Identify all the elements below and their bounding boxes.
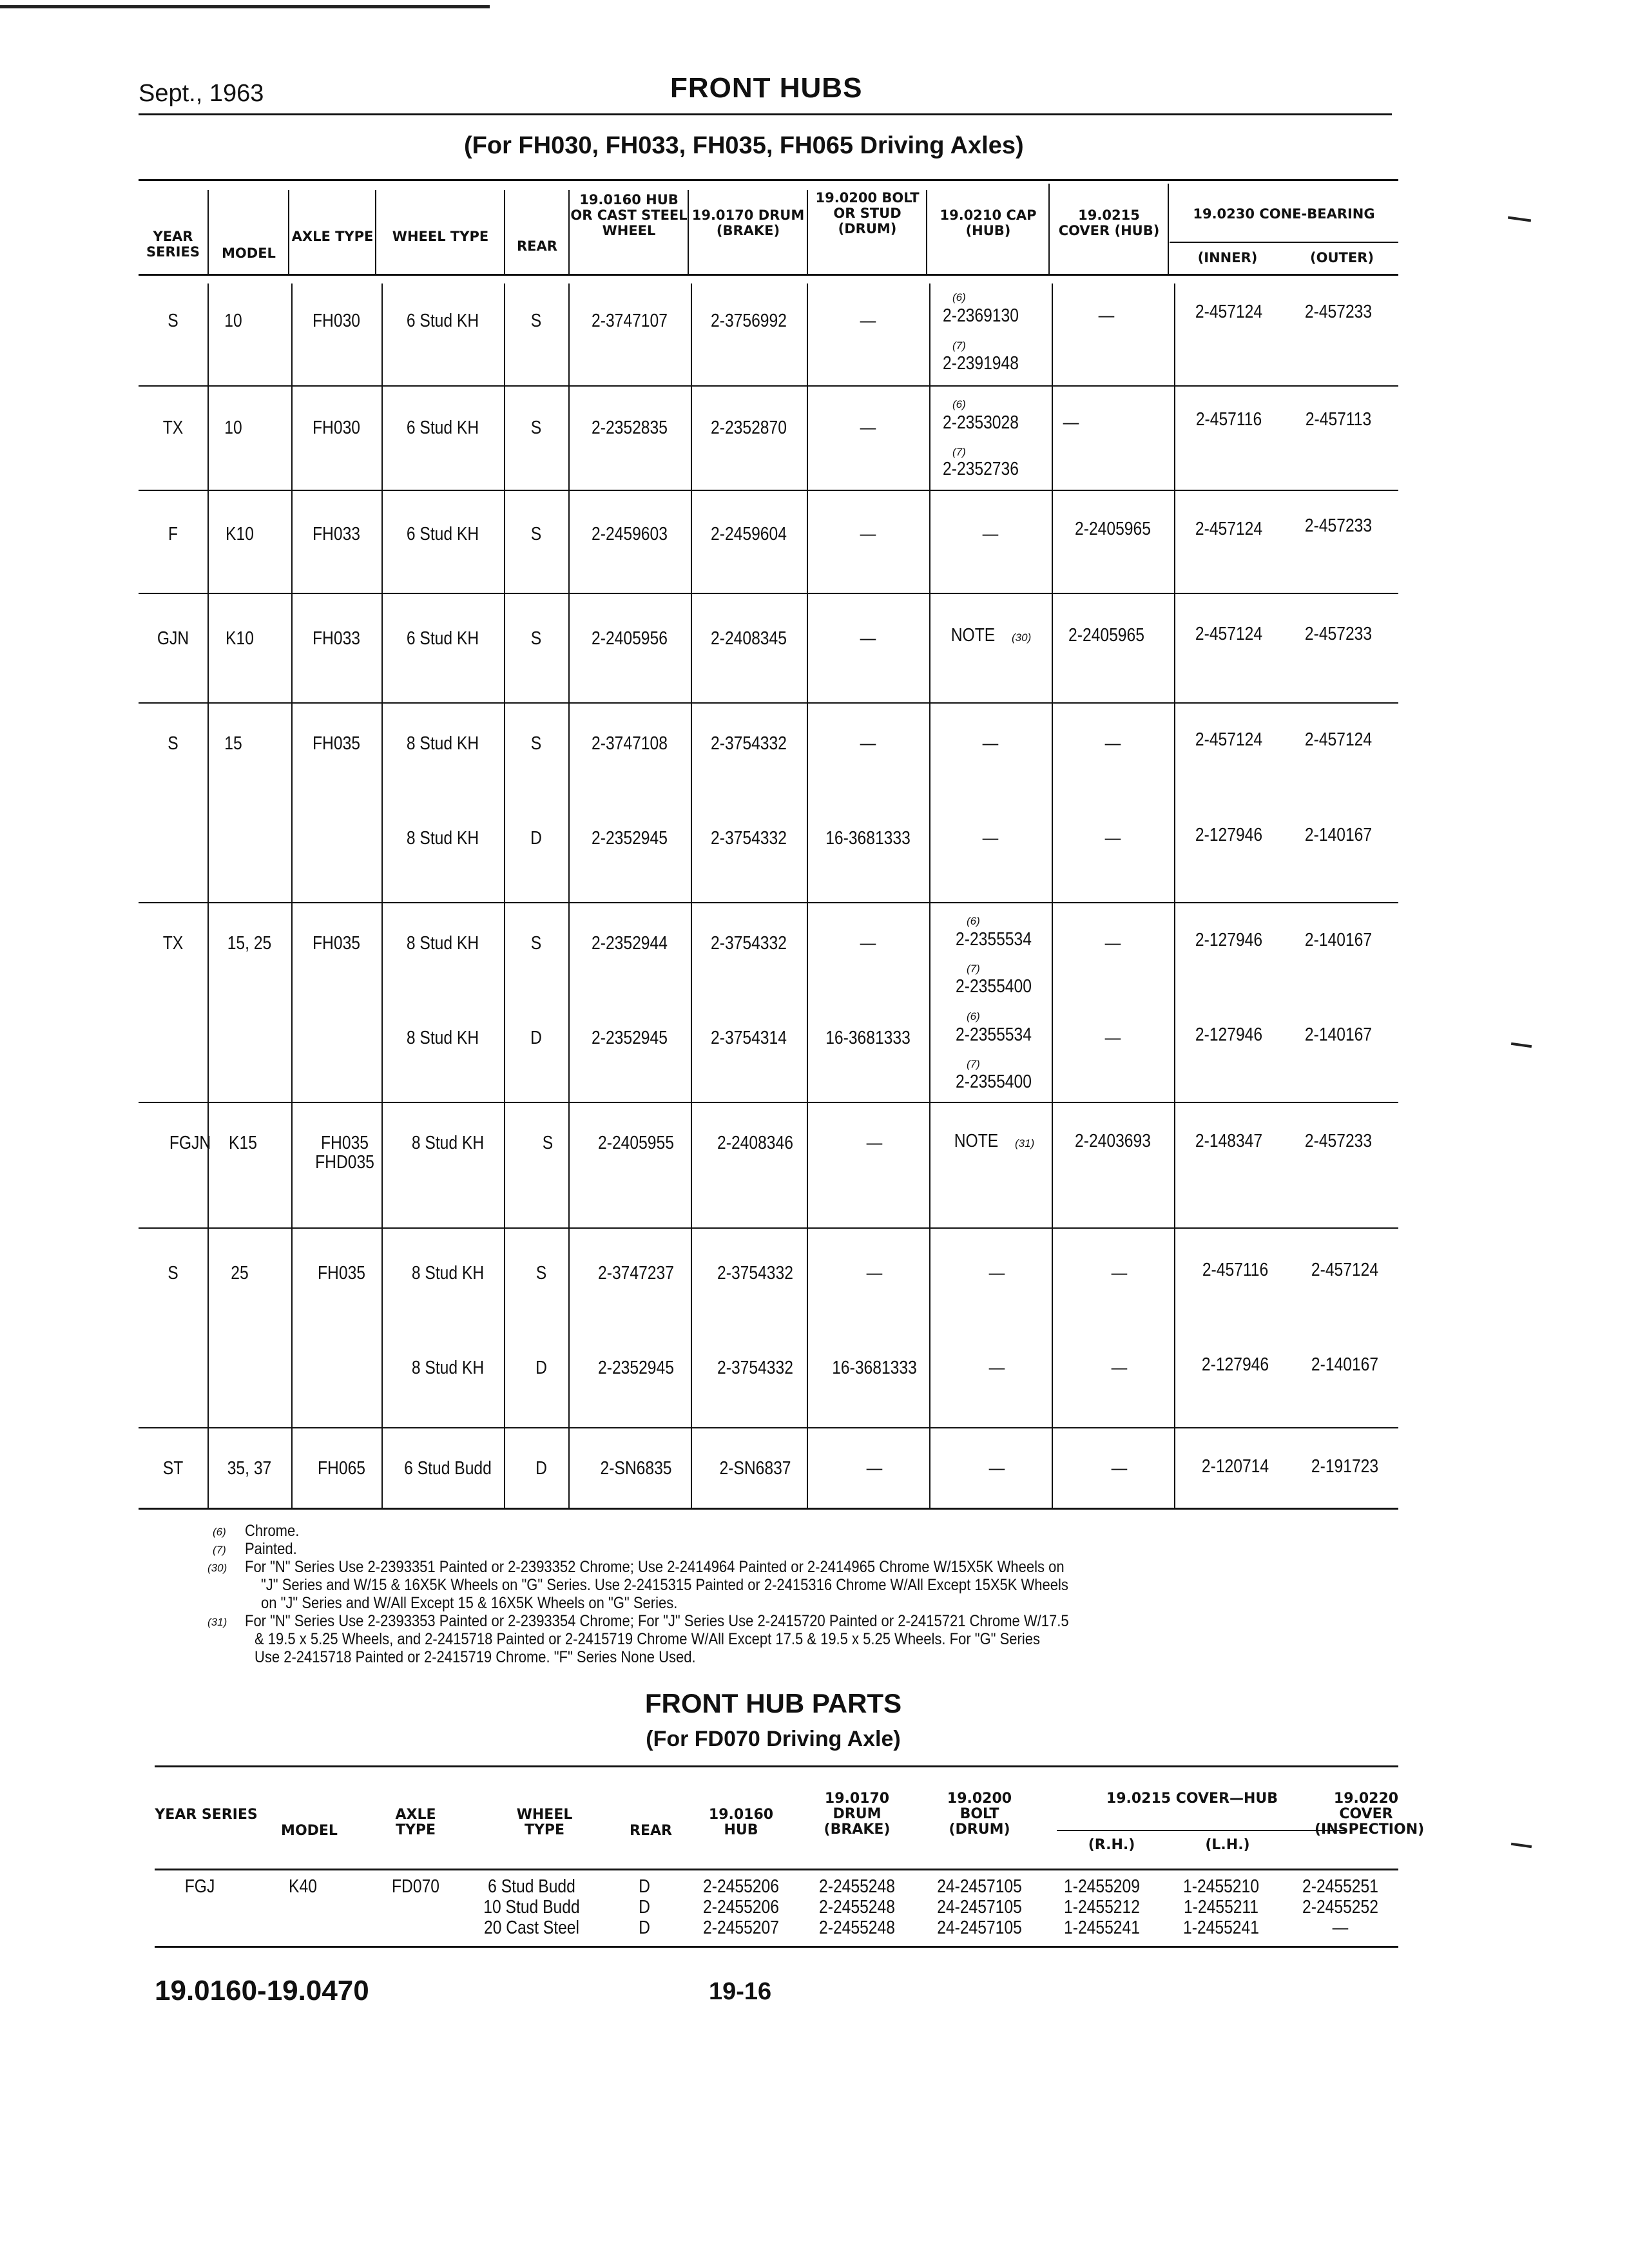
cell-cover: — [1104, 933, 1121, 954]
cell-bolt: — [860, 418, 876, 438]
section2-title: FRONT HUB PARTS [644, 1688, 902, 1718]
cell-wheel: 6 Stud KH [406, 418, 479, 438]
cell2-drum: 2-2455248 [819, 1917, 895, 1938]
cell-drum: 2-2352870 [711, 418, 787, 438]
cell-cap: — [982, 524, 999, 544]
cell-cap: NOTE [954, 1131, 999, 1151]
cell-cap: 2-2355534 [956, 1024, 1032, 1045]
cell-inner: 2-457124 [1195, 624, 1263, 644]
footnote-text: & 19.5 x 5.25 Wheels, and 2-2415718 Painted or 2-2415719 Chrome W/All Except 17.5 & 19.5 x 5.25 Wheels. For "G" Series [255, 1630, 1040, 1648]
cell2-rear: D [639, 1876, 650, 1897]
cell-wheel: 8 Stud KH [406, 933, 479, 954]
cell-hub: 2-2459603 [592, 524, 668, 544]
cap-note-mark: (6) [967, 915, 980, 927]
cell-rear: S [530, 418, 542, 438]
cell-outer: 2-140167 [1304, 930, 1373, 950]
cell-model: 10 [224, 311, 242, 331]
cell-drum: 2-3754332 [711, 828, 787, 849]
col-rule [288, 190, 289, 274]
cell-hub: 2-2352835 [592, 418, 668, 438]
row-rule [139, 1102, 1398, 1103]
hdr2-lh: (L.H.) [1205, 1837, 1250, 1853]
cell2-rh: 1-2455209 [1064, 1876, 1140, 1897]
cell-model: 15 [224, 733, 242, 754]
hdr2-rear: REAR [630, 1823, 672, 1839]
cell-rear: D [535, 1458, 547, 1479]
table2-top-rule [155, 1765, 1398, 1767]
cell-axle: FH035 [312, 933, 360, 954]
cell-series: GJN [157, 628, 189, 649]
hdr2-model: MODEL [281, 1823, 338, 1839]
hdr2-wheel-type: WHEEL TYPE [516, 1807, 573, 1838]
hdr-hub: 19.0160 HUB OR CAST STEEL WHEEL [570, 192, 688, 238]
footnote-text: For "N" Series Use 2-2393351 Painted or 2-2393352 Chrome; Use 2-2414964 Painted or 2-2414965 Chrome W/15X5K Wheels on [245, 1558, 1065, 1576]
cell-drum: 2-3756992 [711, 311, 787, 331]
cell-cap: — [982, 828, 999, 849]
cell-cover: 2-2405965 [1075, 519, 1151, 539]
cell-cap: 2-2355400 [956, 1072, 1032, 1092]
cell-wheel: 6 Stud KH [406, 628, 479, 649]
row-rule [139, 593, 1398, 594]
footnote-text: Painted. [245, 1540, 297, 1558]
page-subtitle: (For FH030, FH033, FH035, FH065 Driving Axles) [464, 132, 1024, 159]
cell-inner: 2-457124 [1195, 729, 1263, 750]
cell2-rh: 1-2455212 [1064, 1897, 1140, 1917]
cell-hub: 2-2352945 [598, 1358, 674, 1378]
cell-bolt: — [860, 733, 876, 754]
cell2-lh: 1-2455211 [1183, 1897, 1259, 1917]
footnote-mark: (7) [213, 1544, 226, 1556]
col-rule [807, 190, 808, 274]
hdr2-drum: 19.0170 DRUM (BRAKE) [824, 1791, 891, 1838]
cell2-rh: 1-2455241 [1064, 1917, 1140, 1938]
cell-rear: S [530, 524, 542, 544]
cell-series: ST [162, 1458, 184, 1479]
cell2-drum: 2-2455248 [819, 1876, 895, 1897]
body-col-rule [568, 284, 570, 1508]
cell-cap: 2-2352736 [943, 459, 1019, 479]
cell-axle: FH035 [317, 1263, 365, 1283]
cell-hub: 2-2352944 [592, 933, 668, 954]
cell-series: S [168, 311, 178, 331]
cell-inner: 2-120714 [1201, 1456, 1269, 1477]
cell-model: 35, 37 [227, 1458, 272, 1479]
cell-outer: 2-191723 [1311, 1456, 1379, 1477]
row-rule [139, 702, 1398, 704]
row-rule [139, 1227, 1398, 1229]
cap-note-mark: (6) [952, 398, 966, 410]
cap-note-mark: (7) [952, 446, 966, 458]
cell2-hub: 2-2455206 [703, 1897, 779, 1917]
cell-wheel: 8 Stud KH [411, 1358, 485, 1378]
cell-bolt: — [860, 628, 876, 649]
margin-mark [1508, 216, 1531, 222]
cell-drum: 2-3754314 [711, 1028, 787, 1048]
col-rule [688, 190, 689, 274]
body-col-rule [381, 284, 383, 1508]
cell2-hub: 2-2455206 [703, 1876, 779, 1897]
body-col-rule [1052, 284, 1053, 1508]
cell-outer: 2-457113 [1305, 409, 1372, 430]
cell-cover: — [1104, 733, 1121, 754]
cell-cover: — [1111, 1263, 1128, 1283]
cell-drum: 2-3754332 [711, 733, 787, 754]
cell-axle: FH035 [320, 1133, 369, 1153]
body-col-rule [1174, 284, 1175, 1508]
cell-model: 10 [224, 418, 242, 438]
cell-series: FGJN [169, 1133, 211, 1153]
footnote-text: on "J" Series and W/All Except 15 & 16X5K Wheels on "G" Series. [261, 1594, 678, 1612]
cell-outer: 2-457233 [1304, 1131, 1373, 1151]
cell-series: S [168, 733, 178, 754]
cell2-rear: D [639, 1897, 650, 1917]
cell-hub: 2-3747237 [598, 1263, 674, 1283]
hdr-year-series: YEAR SERIES [146, 229, 200, 260]
cell-rear: S [530, 628, 542, 649]
page-title: FRONT HUBS [670, 72, 863, 104]
hdr-cover: 19.0215 COVER (HUB) [1058, 207, 1160, 238]
cap-note-mark: (6) [967, 1010, 980, 1023]
hdr-drum: 19.0170 DRUM (BRAKE) [691, 207, 805, 238]
cell-rear: S [542, 1133, 554, 1153]
cell-wheel: 6 Stud KH [406, 524, 479, 544]
cell-inner: 2-457124 [1195, 519, 1263, 539]
cap-note-mark: (7) [952, 340, 966, 352]
cone-sub-rule [1170, 242, 1398, 243]
hdr-model: MODEL [222, 245, 276, 261]
col-rule [207, 190, 209, 274]
cell-outer: 2-140167 [1304, 825, 1373, 845]
footnote-text: For "N" Series Use 2-2393353 Painted or 2-2393354 Chrome; For "J" Series Use 2-2415720 Painted or 2-2415721 Chrome W/17.5 [245, 1612, 1069, 1630]
cell-axle-alt: FHD035 [315, 1152, 374, 1173]
cell2-lh: 1-2455241 [1183, 1917, 1259, 1938]
header-bottom-rule [139, 274, 1398, 276]
cell-inner: 2-148347 [1195, 1131, 1263, 1151]
cell-cap: — [988, 1358, 1005, 1378]
hdr-cone-bearing: 19.0230 CONE-BEARING [1193, 206, 1375, 222]
table2-bottom-rule [155, 1946, 1398, 1948]
col-rule [1168, 184, 1169, 274]
cell-hub: 2-2352945 [592, 828, 668, 849]
cell2-wheel: 6 Stud Budd [488, 1876, 575, 1897]
footnote-text: "J" Series and W/15 & 16X5K Wheels on "G" Series. Use 2-2415315 Painted or 2-2415316 Chrome W/All Except 15X5K Wheels [261, 1576, 1068, 1594]
cell-cap: 2-2353028 [943, 412, 1019, 433]
cell-bolt: — [866, 1263, 883, 1283]
cell-axle: FH033 [312, 628, 360, 649]
cell-drum: 2-3754332 [717, 1263, 793, 1283]
row-rule [139, 902, 1398, 903]
cell-wheel: 8 Stud KH [411, 1133, 485, 1153]
cell-bolt: — [866, 1458, 883, 1479]
cell2-bolt: 24-2457105 [937, 1917, 1022, 1938]
table-bottom-rule [139, 1508, 1398, 1510]
col-rule [568, 190, 570, 274]
footnote-mark: (31) [207, 1616, 227, 1628]
body-col-rule [207, 284, 209, 1508]
cell-cap: 2-2355400 [956, 976, 1032, 997]
footer-section-code: 19.0160-19.0470 [155, 1975, 369, 2006]
table2-header-rule [155, 1869, 1398, 1870]
hdr-rear: REAR [517, 238, 557, 254]
cell2-insp: 2-2455252 [1302, 1897, 1378, 1917]
cell2-bolt: 24-2457105 [937, 1876, 1022, 1897]
hdr2-year-series: YEAR SERIES [155, 1807, 258, 1823]
body-col-rule [929, 284, 930, 1508]
cell-series: F [168, 524, 178, 544]
cell-wheel: 8 Stud KH [406, 733, 479, 754]
cell2-series: FGJ [184, 1876, 215, 1897]
cell-cap: — [982, 733, 999, 754]
cell-hub: 2-3747107 [592, 311, 668, 331]
cell-rear: S [530, 311, 542, 331]
cell-outer: 2-457233 [1304, 515, 1373, 536]
cell-rear: S [530, 933, 542, 954]
footnote-text: Use 2-2415718 Painted or 2-2415719 Chrome. "F" Series None Used. [255, 1648, 696, 1666]
cell-hub: 2-2405956 [592, 628, 668, 649]
footnote-mark: (6) [213, 1526, 226, 1538]
section2-subtitle: (For FD070 Driving Axle) [646, 1727, 901, 1751]
cell-rear: D [530, 1028, 542, 1048]
cell-hub: 2-SN6835 [600, 1458, 672, 1479]
cell-axle: FH065 [317, 1458, 365, 1479]
hdr2-cover-insp: 19.0220 COVER (INSPECTION) [1315, 1791, 1425, 1838]
cell-bolt: — [866, 1133, 883, 1153]
cell2-lh: 1-2455210 [1183, 1876, 1259, 1897]
cell-bolt: — [860, 524, 876, 544]
cell-hub: 2-2405955 [598, 1133, 674, 1153]
cell-cover: 2-2405965 [1068, 625, 1144, 646]
cell-outer: 2-457124 [1311, 1260, 1379, 1280]
cell2-axle: FD070 [391, 1876, 439, 1897]
cell-cover: — [1098, 305, 1115, 326]
row-rule [139, 490, 1398, 491]
cell-rear: D [535, 1358, 547, 1378]
cell2-bolt: 24-2457105 [937, 1897, 1022, 1917]
header-rule [139, 113, 1392, 115]
cell-drum: 2-2408345 [711, 628, 787, 649]
cell-drum: 2-2459604 [711, 524, 787, 544]
cell-model: K10 [226, 524, 254, 544]
cell-bolt: 16-3681333 [825, 1028, 911, 1048]
page-date: Sept., 1963 [139, 80, 264, 107]
cell2-hub: 2-2455207 [703, 1917, 779, 1938]
cap-note-mark: (30) [1012, 631, 1032, 644]
hdr-outer: (OUTER) [1310, 250, 1374, 265]
row-rule [139, 385, 1398, 387]
table-top-rule [139, 179, 1398, 181]
cell-model: K15 [229, 1133, 257, 1153]
cell2-insp: 2-2455251 [1302, 1876, 1378, 1897]
hdr2-axle-type: AXLE TYPE [395, 1807, 436, 1838]
cell-rear: S [530, 733, 542, 754]
cell2-model: K40 [289, 1876, 317, 1897]
cell-outer: 2-457233 [1304, 624, 1373, 644]
hdr2-bolt: 19.0200 BOLT (DRUM) [947, 1791, 1012, 1838]
cell-cap: 2-2369130 [943, 305, 1019, 326]
cell-model: 25 [231, 1263, 249, 1283]
cell-outer: 2-140167 [1304, 1024, 1373, 1045]
cell-bolt: — [860, 311, 876, 331]
footnote-text: Chrome. [245, 1522, 300, 1540]
cell-inner: 2-457116 [1195, 409, 1262, 430]
cap-note-mark: (31) [1015, 1137, 1035, 1149]
cell-drum: 2-2408346 [717, 1133, 793, 1153]
hdr2-rh: (R.H.) [1088, 1837, 1135, 1853]
cell-outer: 2-457233 [1304, 302, 1373, 322]
cell-hub: 2-3747108 [592, 733, 668, 754]
cell-series: TX [162, 418, 184, 438]
cell-outer: 2-457124 [1304, 729, 1373, 750]
cell-axle: FH030 [312, 418, 360, 438]
cell-cover: — [1111, 1358, 1128, 1378]
cell-inner: 2-127946 [1195, 1024, 1263, 1045]
margin-mark [1511, 1843, 1532, 1848]
cell-inner: 2-457116 [1202, 1260, 1269, 1280]
cell-cap: 2-2391948 [943, 353, 1019, 374]
cell-drum: 2-SN6837 [719, 1458, 791, 1479]
col-rule [504, 190, 505, 274]
col-rule [926, 190, 927, 274]
top-edge-rule [0, 5, 490, 8]
hdr-bolt: 19.0200 BOLT OR STUD (DRUM) [815, 190, 920, 236]
body-col-rule [807, 284, 808, 1508]
cell-model: 15, 25 [227, 933, 272, 954]
cell-cover: — [1104, 1028, 1121, 1048]
cell2-rear: D [639, 1917, 650, 1938]
cell-rear: S [535, 1263, 547, 1283]
body-col-rule [691, 284, 692, 1508]
cover-hub-sub-rule [1057, 1830, 1347, 1831]
cell-axle: FH035 [312, 733, 360, 754]
cell-cap: NOTE [950, 625, 996, 646]
cell-outer: 2-140167 [1311, 1354, 1379, 1375]
cell-bolt: 16-3681333 [825, 828, 911, 849]
cell-wheel: 6 Stud Budd [404, 1458, 492, 1479]
cell-drum: 2-3754332 [717, 1358, 793, 1378]
cell-axle: FH033 [312, 524, 360, 544]
hdr-wheel-type: WHEEL TYPE [392, 229, 489, 244]
cell-wheel: 8 Stud KH [406, 828, 479, 849]
cell-drum: 2-3754332 [711, 933, 787, 954]
cell-cover: 2-2403693 [1075, 1131, 1151, 1151]
cell-cap: — [988, 1263, 1005, 1283]
cell2-drum: 2-2455248 [819, 1897, 895, 1917]
cell-wheel: 8 Stud KH [406, 1028, 479, 1048]
col-rule [1048, 184, 1050, 274]
cell-bolt: — [860, 933, 876, 954]
cell-hub: 2-2352945 [592, 1028, 668, 1048]
body-col-rule [291, 284, 293, 1508]
cell-wheel: 6 Stud KH [406, 311, 479, 331]
hdr2-hub: 19.0160 HUB [708, 1807, 774, 1838]
cell2-wheel: 10 Stud Budd [483, 1897, 580, 1917]
cell2-insp: — [1332, 1917, 1349, 1938]
cell-inner: 2-457124 [1195, 302, 1263, 322]
cell-cap: 2-2355534 [956, 929, 1032, 950]
hdr-inner: (INNER) [1197, 250, 1258, 265]
hdr-axle-type: AXLE TYPE [291, 229, 374, 244]
cell2-wheel: 20 Cast Steel [483, 1917, 579, 1938]
hdr2-cover-hub: 19.0215 COVER—HUB [1106, 1791, 1278, 1807]
body-col-rule [504, 284, 505, 1508]
cap-note-mark: (7) [967, 1058, 980, 1070]
cell-inner: 2-127946 [1201, 1354, 1269, 1375]
footer-page-number: 19-16 [709, 1978, 772, 2005]
cell-inner: 2-127946 [1195, 930, 1263, 950]
hdr-cap: 19.0210 CAP (HUB) [940, 207, 1037, 238]
cell-cover: — [1104, 828, 1121, 849]
cap-note-mark: (7) [967, 963, 980, 975]
cell-wheel: 8 Stud KH [411, 1263, 485, 1283]
cell-cap: — [988, 1458, 1005, 1479]
cell-cover: — [1111, 1458, 1128, 1479]
cell-inner: 2-127946 [1195, 825, 1263, 845]
cell-axle: FH030 [312, 311, 360, 331]
cell-model: K10 [226, 628, 254, 649]
cell-bolt: 16-3681333 [832, 1358, 917, 1378]
footnote-mark: (30) [207, 1562, 227, 1574]
cell-rear: D [530, 828, 542, 849]
row-rule [139, 1427, 1398, 1428]
margin-mark [1511, 1043, 1532, 1048]
cell-cover: — [1063, 412, 1079, 433]
cell-series: TX [162, 933, 184, 954]
cell-series: S [168, 1263, 178, 1283]
col-rule [375, 190, 376, 274]
cap-note-mark: (6) [952, 291, 966, 303]
